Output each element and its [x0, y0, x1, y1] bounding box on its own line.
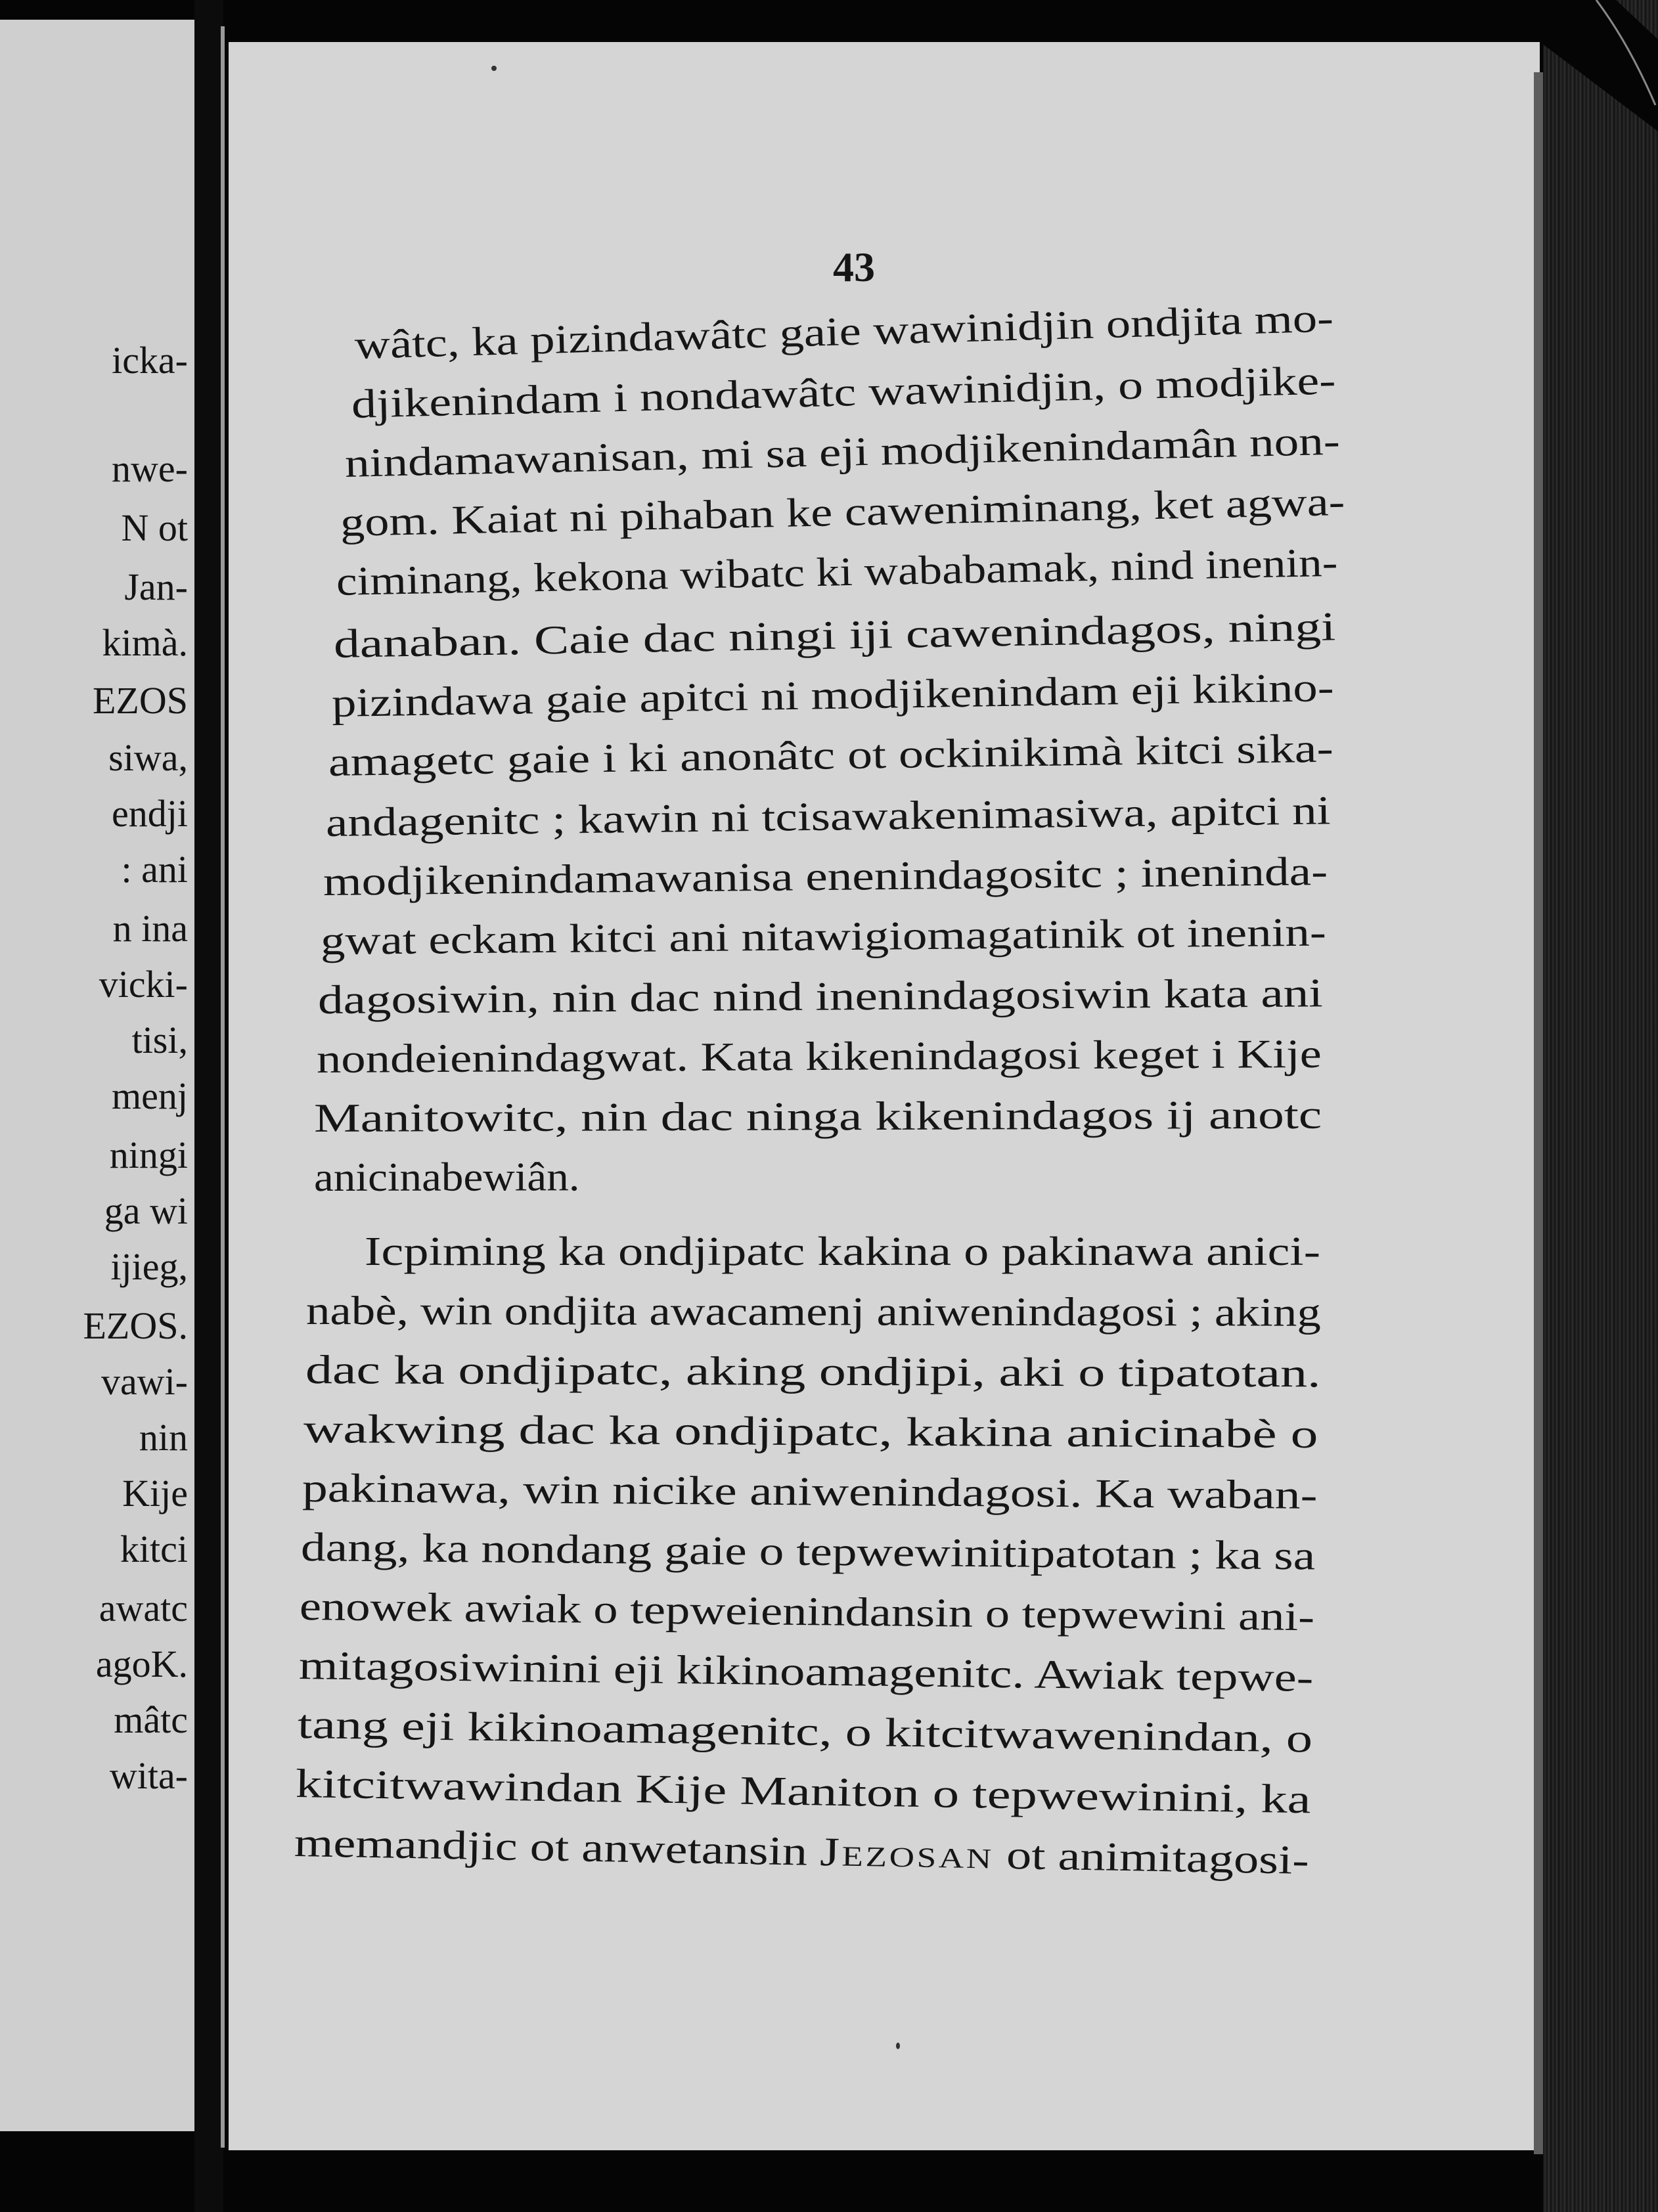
- left-page-line: siwa,: [108, 736, 188, 779]
- left-page-line: ga wi: [104, 1189, 188, 1232]
- left-page-line: vicki-: [99, 963, 188, 1006]
- text-line: nindamawanisan, mi sa eji modjikenindamân non-: [344, 418, 1341, 486]
- left-page-line: menj: [112, 1074, 188, 1117]
- text-line: kitcitwawindan Kije Maniton o tepwewinini, ka: [295, 1761, 1312, 1823]
- text-line: modjikenindamawanisa enenindagositc ; ineninda-: [323, 849, 1328, 904]
- left-page-line: EZOS: [93, 679, 188, 722]
- text-line: dagosiwin, nin dac nind inenindagosiwin kata ani: [317, 971, 1323, 1023]
- left-page-line: endji: [112, 792, 188, 835]
- left-page-line: EZOS.: [83, 1304, 188, 1347]
- left-page-line: nwe-: [112, 447, 188, 490]
- text-line: djikenindam i nondawâtc wawinidjin, o modjike-: [351, 358, 1337, 427]
- left-page-line: icka-: [112, 339, 188, 382]
- left-page-line: kitci: [120, 1528, 188, 1570]
- text-line: nondeienindagwat. Kata kikenindagosi keget i Kije: [316, 1031, 1322, 1082]
- text-line: anicinabewiân.: [313, 1155, 580, 1200]
- text-line: pizindawa gaie apitci ni modjikenindam eji kikino-: [331, 665, 1335, 726]
- text-line: dac ka ondjipatc, aking ondjipi, aki o tipatotan.: [305, 1348, 1321, 1396]
- previous-page-fragment: [0, 20, 194, 2131]
- left-page-line: n ina: [112, 907, 188, 950]
- text-line: gom. Kaiat ni pihaban ke caweniminang, ket agwa-: [340, 479, 1345, 545]
- left-page-line: Kije: [122, 1472, 188, 1515]
- text-line: nabè, win ondjita awacamenj aniwenindagosi ; aking: [305, 1289, 1321, 1335]
- left-page-line: awatc: [99, 1587, 188, 1629]
- left-page-line: ningi: [109, 1134, 188, 1176]
- page-number: 43: [833, 244, 875, 290]
- torn-corner: [1485, 0, 1658, 131]
- text-line: tang eji kikinoamagenitc, o kitcitwawenindan, o: [297, 1702, 1313, 1761]
- left-page-line: kimà.: [102, 621, 188, 664]
- text-segment: ot animitagosi-: [993, 1832, 1310, 1883]
- left-page-line: ijieg,: [110, 1245, 188, 1288]
- text-line: amagetc gaie i ki anonâtc ot ockinikimà kitci sika-: [328, 726, 1334, 785]
- book-gutter: [194, 0, 223, 2212]
- left-page-line: tisi,: [131, 1019, 188, 1061]
- text-line: pakinawa, win nicike aniwenindagosi. Ka waban-: [302, 1466, 1318, 1518]
- text-line: Manitowitc, nin dac ninga kikenindagos ij anotc: [313, 1092, 1322, 1141]
- left-page-line: mâtc: [114, 1698, 188, 1741]
- text-line: mitagosiwinini eji kikinoamagenitc. Awiak tepwe-: [298, 1643, 1314, 1700]
- text-line: enowek awiak o tepweienindansin o tepwewini ani-: [299, 1584, 1315, 1640]
- left-page-line: wita-: [109, 1754, 188, 1797]
- text-line: gwat eckam kitci ani nitawigiomagatinik ot inenin-: [320, 910, 1327, 963]
- text-line: dang, ka nondang gaie o tepwewinitipatotan ; ka sa: [300, 1525, 1316, 1579]
- text-line: wakwing dac ka ondjipatc, kakina anicinabè o: [303, 1407, 1318, 1457]
- text-line: Icpiming ka ondjipatc kakina o pakinawa anici-: [365, 1229, 1321, 1274]
- proper-name: Jezosan: [819, 1829, 995, 1878]
- page-speck: [896, 2043, 900, 2049]
- left-page-line: vawi-: [101, 1360, 188, 1403]
- gutter-edge: [221, 26, 225, 2148]
- text-line: ciminang, kekona wibatc ki wababamak, nind inenin-: [336, 540, 1338, 604]
- text-line: wâtc, ka pizindawâtc gaie wawinidjin ondjita mo-: [354, 296, 1334, 368]
- left-page-line: N ot: [121, 506, 188, 549]
- text-segment: memandjic ot anwetansin: [294, 1821, 820, 1874]
- left-page-line: nin: [139, 1416, 188, 1459]
- page-edge-shadow: [1534, 72, 1543, 2154]
- book-edge-pages: [1543, 0, 1658, 2212]
- text-line: andagenitc ; kawin ni tcisawakenimasiwa, apitci ni: [325, 788, 1331, 845]
- left-page-line: : ani: [121, 848, 188, 891]
- text-line: danaban. Caie dac ningi iji cawenindagos, ningi: [333, 604, 1336, 667]
- left-page-line: Jan-: [124, 565, 188, 608]
- page-speck: [491, 66, 497, 71]
- left-page-line: agoK.: [95, 1643, 188, 1685]
